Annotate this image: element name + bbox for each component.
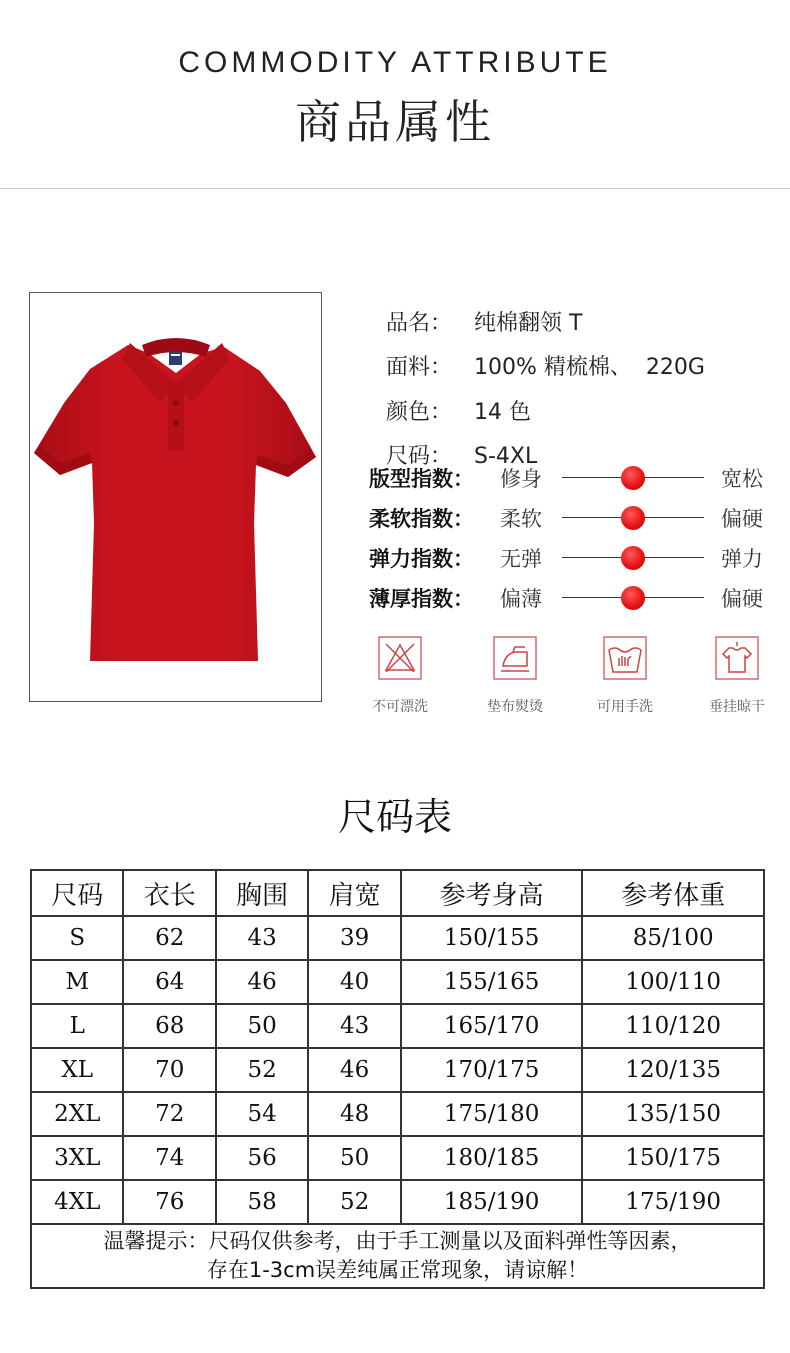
table-cell: 52 [308,1180,400,1224]
table-cell: 135/150 [582,1092,764,1136]
table-cell: 56 [216,1136,308,1180]
size-note [31,1224,764,1288]
softness-index-scale [369,503,769,533]
table-cell: 50 [216,1004,308,1048]
care-label: 垂挂晾干 [709,699,765,715]
table-cell: 43 [216,916,308,960]
table-cell: L [31,1004,123,1048]
care-label: 垫布熨烫 [487,699,543,715]
care-hand-wash [580,636,670,716]
scale-high-label: 宽松 [721,467,763,491]
table-note-row [31,1224,764,1288]
scale-label: 版型指数： [369,467,474,491]
table-cell: 175/180 [401,1092,583,1136]
red-polo-shirt-image [30,293,321,701]
table-cell: 175/190 [582,1180,764,1224]
scale-label: 弹力指数： [369,547,474,571]
column-header: 肩宽 [308,870,400,916]
column-header: 尺码 [31,870,123,916]
table-cell: 185/190 [401,1180,583,1224]
care-hang-dry [692,636,782,716]
iron-with-cloth-icon [493,636,537,680]
info-key: 尺码： [386,444,453,469]
column-header: 衣长 [123,870,215,916]
elasticity-index-scale [369,543,769,573]
table-cell: 64 [123,960,215,1004]
header-title-cn: 商品属性 [295,95,495,149]
product-image-frame [29,292,322,702]
thickness-index-scale [369,583,769,613]
table-cell: 120/135 [582,1048,764,1092]
table-cell: 40 [308,960,400,1004]
table-cell: 70 [123,1048,215,1092]
size-note-line: 存在1-3cm误差纯属正常现象，请谅解！ [206,1258,589,1282]
scale-indicator [621,546,645,570]
table-cell: 52 [216,1048,308,1092]
table-row [31,1048,764,1092]
table-cell: 85/100 [582,916,764,960]
table-cell: 110/120 [582,1004,764,1048]
table-row [31,1092,764,1136]
hand-wash-icon [603,636,647,680]
hang-dry-icon [715,636,759,680]
table-cell: 39 [308,916,400,960]
info-row-size [372,414,537,470]
info-key: 品名： [386,311,453,336]
table-cell: S [31,916,123,960]
column-header: 胸围 [216,870,308,916]
table-cell: 54 [216,1092,308,1136]
scale-indicator [621,586,645,610]
table-cell: 100/110 [582,960,764,1004]
table-cell: 165/170 [401,1004,583,1048]
size-chart-table [30,869,765,1289]
size-chart-title: 尺码表 [337,795,452,839]
scale-low-label: 偏薄 [500,587,542,611]
table-cell: 180/185 [401,1136,583,1180]
table-cell: 170/175 [401,1048,583,1092]
header-divider [0,188,790,189]
table-row [31,1136,764,1180]
info-key: 颜色： [386,400,453,425]
column-header: 参考身高 [401,870,583,916]
table-cell: 62 [123,916,215,960]
table-row [31,1180,764,1224]
table-cell: 46 [308,1048,400,1092]
table-cell: 68 [123,1004,215,1048]
table-header-row [31,870,764,916]
care-no-bleach [355,636,445,716]
column-header: 参考体重 [582,870,764,916]
scale-high-label: 偏硬 [721,507,763,531]
table-cell: 4XL [31,1180,123,1224]
table-row [31,1004,764,1048]
scale-high-label: 弹力 [721,547,763,571]
table-cell: 150/155 [401,916,583,960]
scale-indicator [621,506,645,530]
info-value: 100% 精梳棉、 220G [474,355,705,380]
info-value: S-4XL [474,444,538,469]
table-cell: XL [31,1048,123,1092]
scale-low-label: 修身 [500,467,542,491]
table-row [31,960,764,1004]
scale-low-label: 柔软 [500,507,542,531]
info-key: 面料： [386,355,453,380]
table-cell: 150/175 [582,1136,764,1180]
care-label: 可用手洗 [597,699,653,715]
table-row [31,916,764,960]
table-cell: 58 [216,1180,308,1224]
info-value: 纯棉翻领 T [474,311,583,336]
table-cell: M [31,960,123,1004]
table-cell: 43 [308,1004,400,1048]
care-iron-with-cloth [470,636,560,716]
header-title-en: COMMODITY ATTRIBUTE [178,46,612,79]
scale-label: 柔软指数： [369,507,474,531]
scale-indicator [621,466,645,490]
table-cell: 46 [216,960,308,1004]
table-cell: 155/165 [401,960,583,1004]
fit-index-scale [369,463,769,493]
table-cell: 76 [123,1180,215,1224]
scale-low-label: 无弹 [500,547,542,571]
scale-high-label: 偏硬 [721,587,763,611]
info-value: 14 色 [474,400,531,425]
no-bleach-icon [378,636,422,680]
table-cell: 74 [123,1136,215,1180]
care-label: 不可漂洗 [372,699,428,715]
scale-label: 薄厚指数： [369,587,474,611]
table-cell: 3XL [31,1136,123,1180]
size-note-line: 温馨提示：尺码仅供参考，由于手工测量以及面料弹性等因素， [103,1229,692,1253]
table-cell: 50 [308,1136,400,1180]
table-cell: 72 [123,1092,215,1136]
table-cell: 2XL [31,1092,123,1136]
table-cell: 48 [308,1092,400,1136]
